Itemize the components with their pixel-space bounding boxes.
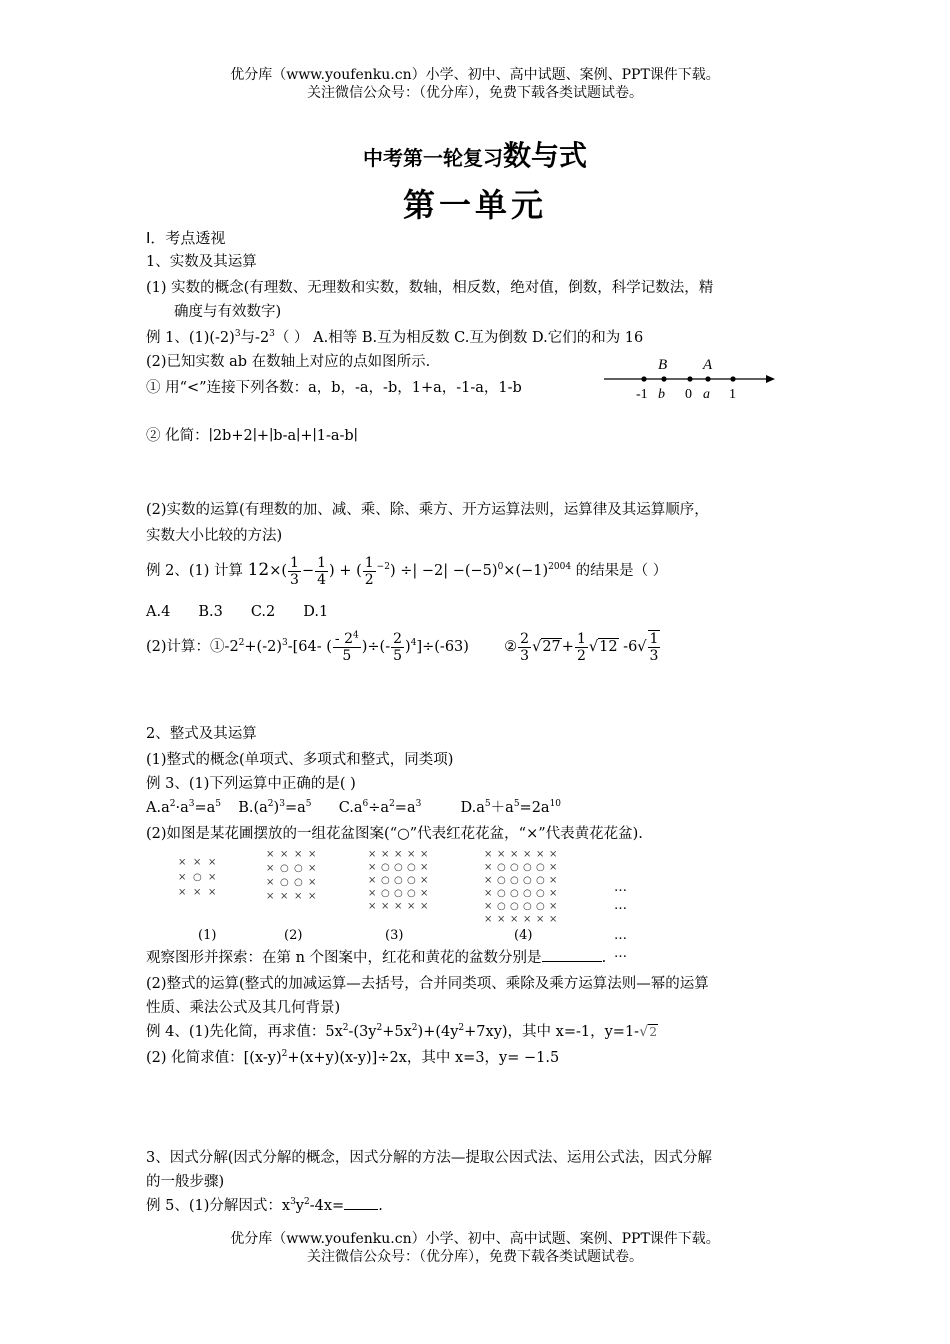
tick-a: a bbox=[703, 387, 710, 402]
red-pot-mark: ○ bbox=[280, 863, 289, 874]
yellow-pot-mark: × bbox=[497, 849, 506, 860]
yellow-pot-mark: × bbox=[208, 872, 217, 883]
example-1-q2-part1: ① 用“<”连接下列各数：a，b，-a，-b，1+a，-1-a，1-b bbox=[146, 380, 522, 396]
example-4: 例 4、(1)先化简，再求值：$5x^2-(3y^2+5x^2)+(4y^2+7xy)$，其中 x=-1，y=1-√2 bbox=[146, 1023, 657, 1040]
red-pot-mark: ○ bbox=[294, 877, 303, 888]
yellow-pot-mark: × bbox=[420, 875, 429, 886]
header-line-1: 优分库（www.youfenku.cn）小学、初中、高中试题、案例、PPT课件下载。 bbox=[230, 67, 720, 83]
yellow-pot-mark: × bbox=[266, 863, 275, 874]
label-A: A bbox=[703, 357, 713, 373]
yellow-pot-mark: × bbox=[407, 901, 416, 912]
ellipsis-3: … bbox=[614, 928, 627, 943]
yellow-pot-mark: × bbox=[294, 849, 303, 860]
yellow-pot-mark: × bbox=[549, 849, 558, 860]
label-B: B bbox=[658, 357, 668, 373]
red-pot-mark: ○ bbox=[381, 888, 390, 899]
red-pot-mark: ○ bbox=[510, 875, 519, 886]
yellow-pot-mark: × bbox=[308, 849, 317, 860]
yellow-pot-mark: × bbox=[308, 891, 317, 902]
yellow-pot-mark: × bbox=[484, 875, 493, 886]
yellow-pot-mark: × bbox=[280, 849, 289, 860]
yellow-pot-mark: × bbox=[484, 888, 493, 899]
red-pot-mark: ○ bbox=[536, 862, 545, 873]
topic-3-a: 3、因式分解(因式分解的概念，因式分解的方法—提取公因式法、运用公式法，因式分解 bbox=[146, 1150, 712, 1166]
yellow-pot-mark: × bbox=[420, 849, 429, 860]
tick-neg1: -1 bbox=[636, 387, 648, 402]
tick-b: b bbox=[658, 387, 665, 402]
red-pot-mark: ○ bbox=[394, 875, 403, 886]
ellipsis-4: … bbox=[614, 946, 627, 961]
red-pot-mark: ○ bbox=[497, 862, 506, 873]
topic-3-b: 的一般步骤) bbox=[146, 1174, 225, 1190]
yellow-pot-mark: × bbox=[549, 914, 558, 925]
example-3-q2: (2)如图是某花圃摆放的一组花盆图案(“○”代表红花花盆，“×”代表黄花花盆). bbox=[146, 826, 643, 842]
yellow-pot-mark: × bbox=[308, 877, 317, 888]
yellow-pot-mark: × bbox=[484, 849, 493, 860]
yellow-pot-mark: × bbox=[368, 888, 377, 899]
topic-1: 1、实数及其运算 bbox=[146, 254, 257, 270]
yellow-pot-mark: × bbox=[294, 891, 303, 902]
yellow-pot-mark: × bbox=[178, 857, 187, 868]
footer-line-2: 关注微信公众号：（优分库），免费下载各类试题试卷。 bbox=[307, 1249, 643, 1265]
yellow-pot-mark: × bbox=[536, 849, 545, 860]
pattern-figure-1 bbox=[178, 858, 228, 908]
topic-2-para-2a: (2)整式的运算(整式的加减运算—去括号，合并同类项、乘除及乘方运算法则—幂的运算 bbox=[146, 976, 709, 992]
yellow-pot-mark: × bbox=[420, 901, 429, 912]
yellow-pot-mark: × bbox=[484, 862, 493, 873]
red-pot-mark: ○ bbox=[536, 888, 545, 899]
yellow-pot-mark: × bbox=[394, 849, 403, 860]
example-1-q2-part2: ② 化简：∣2b+2∣+∣b-a∣+∣1-a-b∣ bbox=[146, 428, 358, 444]
yellow-pot-mark: × bbox=[266, 877, 275, 888]
red-pot-mark: ○ bbox=[510, 901, 519, 912]
ellipsis-1: … bbox=[614, 880, 627, 895]
red-pot-mark: ○ bbox=[381, 875, 390, 886]
topic-1-para-2b: 实数大小比较的方法) bbox=[146, 528, 283, 544]
red-pot-mark: ○ bbox=[536, 875, 545, 886]
yellow-pot-mark: × bbox=[178, 872, 187, 883]
example-2-q2: (2)计算：$①-2^2+(-2)^3-[64-$ ( $\frac{- 2^4}{5}$ )÷(- $\frac{2}{5}$ )$^4$]÷(-63) ② $\frac{2}{3}$ √27+ $\frac{1}{2}$ √12 -6√ $\frac{1}{3}$ bbox=[146, 629, 659, 664]
yellow-pot-mark: × bbox=[208, 857, 217, 868]
red-pot-mark: ○ bbox=[523, 901, 532, 912]
yellow-pot-mark: × bbox=[368, 901, 377, 912]
red-pot-mark: ○ bbox=[407, 862, 416, 873]
yellow-pot-mark: × bbox=[193, 887, 202, 898]
yellow-pot-mark: × bbox=[420, 862, 429, 873]
yellow-pot-mark: × bbox=[280, 891, 289, 902]
topic-2-para-2b: 性质、乘法公式及其几何背景) bbox=[146, 1000, 341, 1016]
fig-label-2: (2) bbox=[284, 928, 303, 943]
red-pot-mark: ○ bbox=[510, 888, 519, 899]
yellow-pot-mark: × bbox=[208, 887, 217, 898]
yellow-pot-mark: × bbox=[266, 891, 275, 902]
pattern-figure-4 bbox=[484, 850, 564, 930]
yellow-pot-mark: × bbox=[484, 914, 493, 925]
yellow-pot-mark: × bbox=[266, 849, 275, 860]
tick-0: 0 bbox=[685, 387, 692, 402]
example-3-observe: 观察图形并探索：在第 n 个图案中，红花和黄花的盆数分别是 . bbox=[146, 950, 607, 966]
yellow-pot-mark: × bbox=[523, 914, 532, 925]
red-pot-mark: ○ bbox=[294, 863, 303, 874]
title-big: 数与式 bbox=[502, 139, 587, 172]
yellow-pot-mark: × bbox=[549, 875, 558, 886]
example-1-q2: (2)已知实数 ab 在数轴上对应的点如图所示. bbox=[146, 354, 431, 370]
red-pot-mark: ○ bbox=[394, 862, 403, 873]
arrow-icon bbox=[766, 375, 775, 383]
footer-line-1: 优分库（www.youfenku.cn）小学、初中、高中试题、案例、PPT课件下载。 bbox=[230, 1231, 720, 1247]
example-1: 例 1、$(1)(-2)^3$与$-2^3$（ ） A.相等 B.互为相反数 C.互为倒数 D.它们的和为 16 bbox=[146, 329, 644, 346]
header-line-2: 关注微信公众号：（优分库），免费下载各类试题试卷。 bbox=[307, 85, 643, 101]
page-subtitle: 第一单元 bbox=[402, 186, 547, 224]
yellow-pot-mark: × bbox=[523, 849, 532, 860]
example-3-options: $A.a^2\cdot a^3=a^5$ $B.(a^2)^3=a^5$ $C.a^6\div a^2=a^3$ $D.a^5+a^5=2a^{10}$ bbox=[146, 799, 562, 816]
example-2: 例 2、(1) 计算 12×( $\frac{1}{3}$ − $\frac{1}{4}$ ) + ( $\frac{1}{2}$ $^{-2}$) ÷| $-2| -(-5)^0\times(-1)^{2004}$ 的结果是（ ） bbox=[146, 554, 668, 588]
yellow-pot-mark: × bbox=[381, 901, 390, 912]
red-pot-mark: ○ bbox=[407, 875, 416, 886]
yellow-pot-mark: × bbox=[193, 857, 202, 868]
topic-1-para-1a: (1) 实数的概念(有理数、无理数和实数，数轴，相反数，绝对值，倒数，科学记数法，精 bbox=[146, 280, 714, 296]
yellow-pot-mark: × bbox=[368, 849, 377, 860]
fig-label-3: (3) bbox=[385, 928, 404, 943]
yellow-pot-mark: × bbox=[549, 862, 558, 873]
red-pot-mark: ○ bbox=[394, 888, 403, 899]
yellow-pot-mark: × bbox=[549, 901, 558, 912]
yellow-pot-mark: × bbox=[536, 914, 545, 925]
red-pot-mark: ○ bbox=[536, 901, 545, 912]
red-pot-mark: ○ bbox=[497, 901, 506, 912]
yellow-pot-mark: × bbox=[381, 849, 390, 860]
page-title bbox=[0, 134, 950, 174]
topic-2: 2、整式及其运算 bbox=[146, 726, 257, 742]
yellow-pot-mark: × bbox=[484, 901, 493, 912]
yellow-pot-mark: × bbox=[420, 888, 429, 899]
red-pot-mark: ○ bbox=[381, 862, 390, 873]
yellow-pot-mark: × bbox=[368, 862, 377, 873]
fig-label-4: (4) bbox=[514, 928, 533, 943]
example-3: 例 3、(1)下列运算中正确的是( ) bbox=[146, 776, 356, 792]
topic-1-para-2a: (2)实数的运算(有理数的加、减、乘、除、乘方、开方运算法则，运算律及其运算顺序， bbox=[146, 502, 709, 518]
red-pot-mark: ○ bbox=[280, 877, 289, 888]
example-5: 例 5、(1)分解因式：$x^3y^2-4x=$ . bbox=[146, 1197, 383, 1214]
example-4-q2: (2) 化简求值：$[(x-y)^2+(x+y)(x-y)]\div 2x$，其中 x=3，y= −1.5 bbox=[146, 1049, 560, 1066]
red-pot-mark: ○ bbox=[497, 875, 506, 886]
red-pot-mark: ○ bbox=[523, 875, 532, 886]
yellow-pot-mark: × bbox=[178, 887, 187, 898]
number-line bbox=[598, 352, 783, 404]
red-pot-mark: ○ bbox=[193, 872, 202, 883]
yellow-pot-mark: × bbox=[308, 863, 317, 874]
yellow-pot-mark: × bbox=[549, 888, 558, 899]
yellow-pot-mark: × bbox=[394, 901, 403, 912]
section-heading: Ⅰ．考点透视 bbox=[146, 229, 226, 247]
red-pot-mark: ○ bbox=[497, 888, 506, 899]
pattern-figure-3 bbox=[368, 850, 438, 920]
pattern-figure-2 bbox=[266, 850, 326, 910]
example-2-options: A.4 B.3 C.2 D.1 bbox=[146, 604, 329, 620]
yellow-pot-mark: × bbox=[368, 875, 377, 886]
ellipsis-2: … bbox=[614, 898, 627, 913]
topic-2-para-1: (1)整式的概念(单项式、多项式和整式，同类项) bbox=[146, 752, 454, 768]
topic-1-para-1b: 确度与有效数字) bbox=[174, 304, 282, 320]
tick-1: 1 bbox=[729, 387, 736, 402]
red-pot-mark: ○ bbox=[510, 862, 519, 873]
yellow-pot-mark: × bbox=[510, 849, 519, 860]
red-pot-mark: ○ bbox=[523, 862, 532, 873]
red-pot-mark: ○ bbox=[523, 888, 532, 899]
title-small: 中考第一轮复习 bbox=[362, 146, 503, 170]
yellow-pot-mark: × bbox=[510, 914, 519, 925]
yellow-pot-mark: × bbox=[407, 849, 416, 860]
red-pot-mark: ○ bbox=[407, 888, 416, 899]
yellow-pot-mark: × bbox=[497, 914, 506, 925]
fig-label-1: (1) bbox=[198, 928, 217, 943]
